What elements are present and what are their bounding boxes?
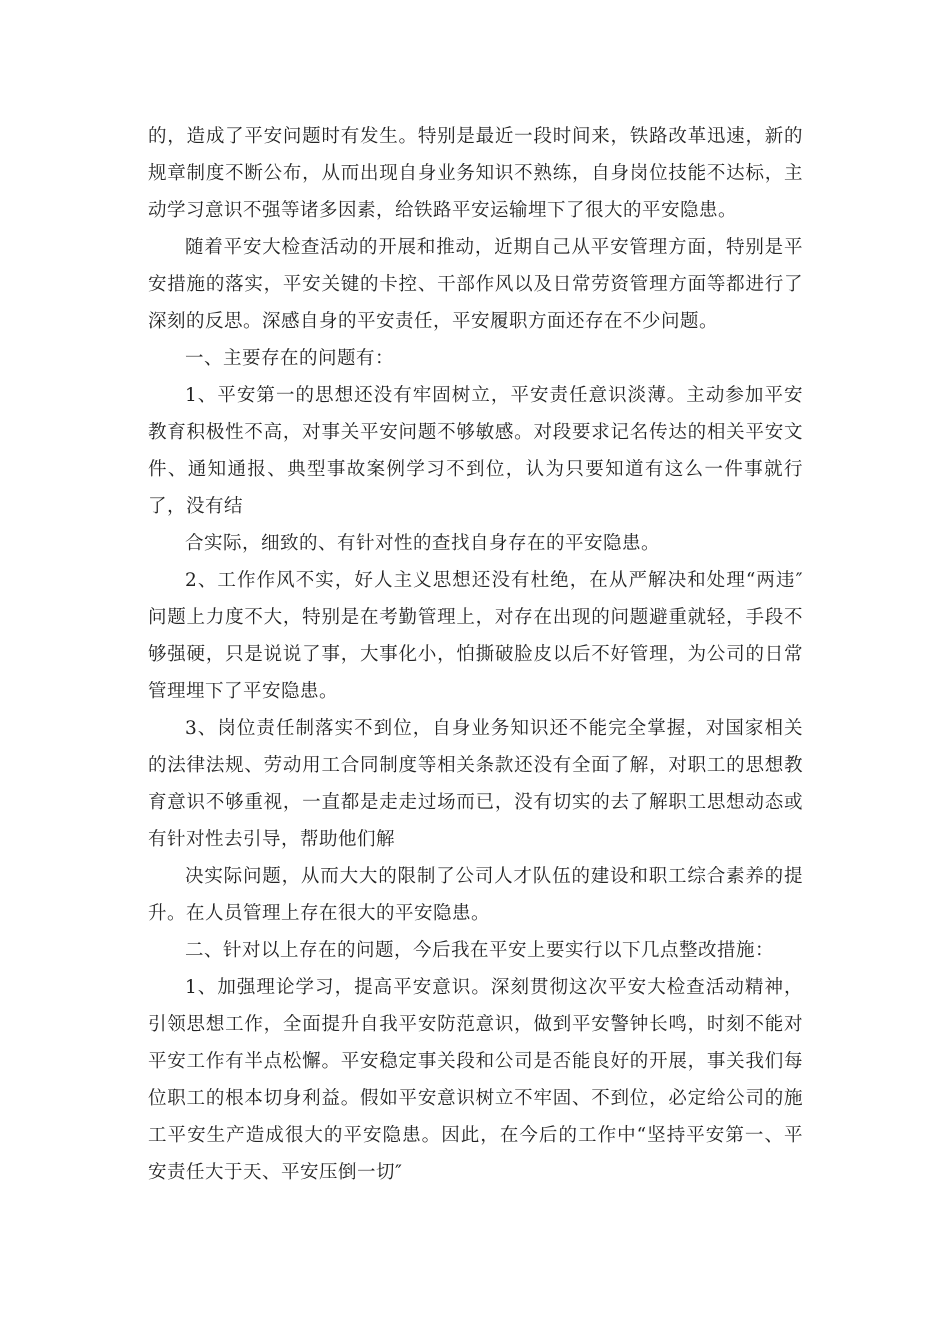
- section-heading-measures: 二、针对以上存在的问题，今后我在平安上要实行以下几点整改措施：: [185, 940, 775, 961]
- document-body: [148, 118, 803, 1191]
- paragraph-problem-2: 2、工作作风不实，好人主义思想还没有杜绝，在从严解决和处理“两违″问题上力度不大，特别是在考勤管理上，对存在出现的问题避重就轻，手段不够强硬，只是说说了事，大事化小，怕撕破脸皮以后不好管理，为公司的日常管理埋下了平安隐患。: [148, 570, 803, 702]
- section-heading-problems: 一、主要存在的问题有：: [185, 348, 395, 369]
- paragraph-problem-1: 1、平安第一的思想还没有牢固树立，平安责任意识淡薄。主动参加平安教育积极性不高，对事关平安问题不够敏感。对段要求记名传达的相关平安文件、通知通报、典型事故案例学习不到位，认为只要知道有这么一件事就行了，没有结: [148, 385, 803, 517]
- paragraph-problem-3-cont: 决实际问题，从而大大的限制了公司人才队伍的建设和职工综合素养的提升。在人员管理上存在很大的平安隐患。: [148, 866, 803, 924]
- paragraph-problem-1-cont: 合实际，细致的、有针对性的查找自身存在的平安隐患。: [185, 533, 661, 554]
- paragraph-problem-3: 3、岗位责任制落实不到位，自身业务知识还不能完全掌握，对国家相关的法律法规、劳动用工合同制度等相关条款还没有全面了解，对职工的思想教育意识不够重视，一直都是走走过场而已，没有切实的去了解职工思想动态或有针对性去引导，帮助他们解: [148, 718, 803, 850]
- paragraph-2: 随着平安大检查活动的开展和推动，近期自己从平安管理方面，特别是平安措施的落实，平安关键的卡控、干部作风以及日常劳资管理方面等都进行了深刻的反思。深感自身的平安责任，平安履职方面还存在不少问题。: [148, 237, 803, 332]
- paragraph-1: 的，造成了平安问题时有发生。特别是最近一段时间来，铁路改革迅速，新的规章制度不断公布，从而出现自身业务知识不熟练，自身岗位技能不达标，主动学习意识不强等诸多因素，给铁路平安运输埋下了很大的平安隐患。: [148, 126, 803, 221]
- paragraph-measure-1: 1、加强理论学习，提高平安意识。深刻贯彻这次平安大检查活动精神，引领思想工作，全面提升自我平安防范意识，做到平安警钟长鸣，时刻不能对平安工作有半点松懈。平安稳定事关段和公司是否能良好的开展，事关我们每位职工的根本切身利益。假如平安意识树立不牢固、不到位，必定给公司的施工平安生产造成很大的平安隐患。因此，在今后的工作中“坚持平安第一、平安责任大于天、平安压倒一切″: [148, 977, 803, 1183]
